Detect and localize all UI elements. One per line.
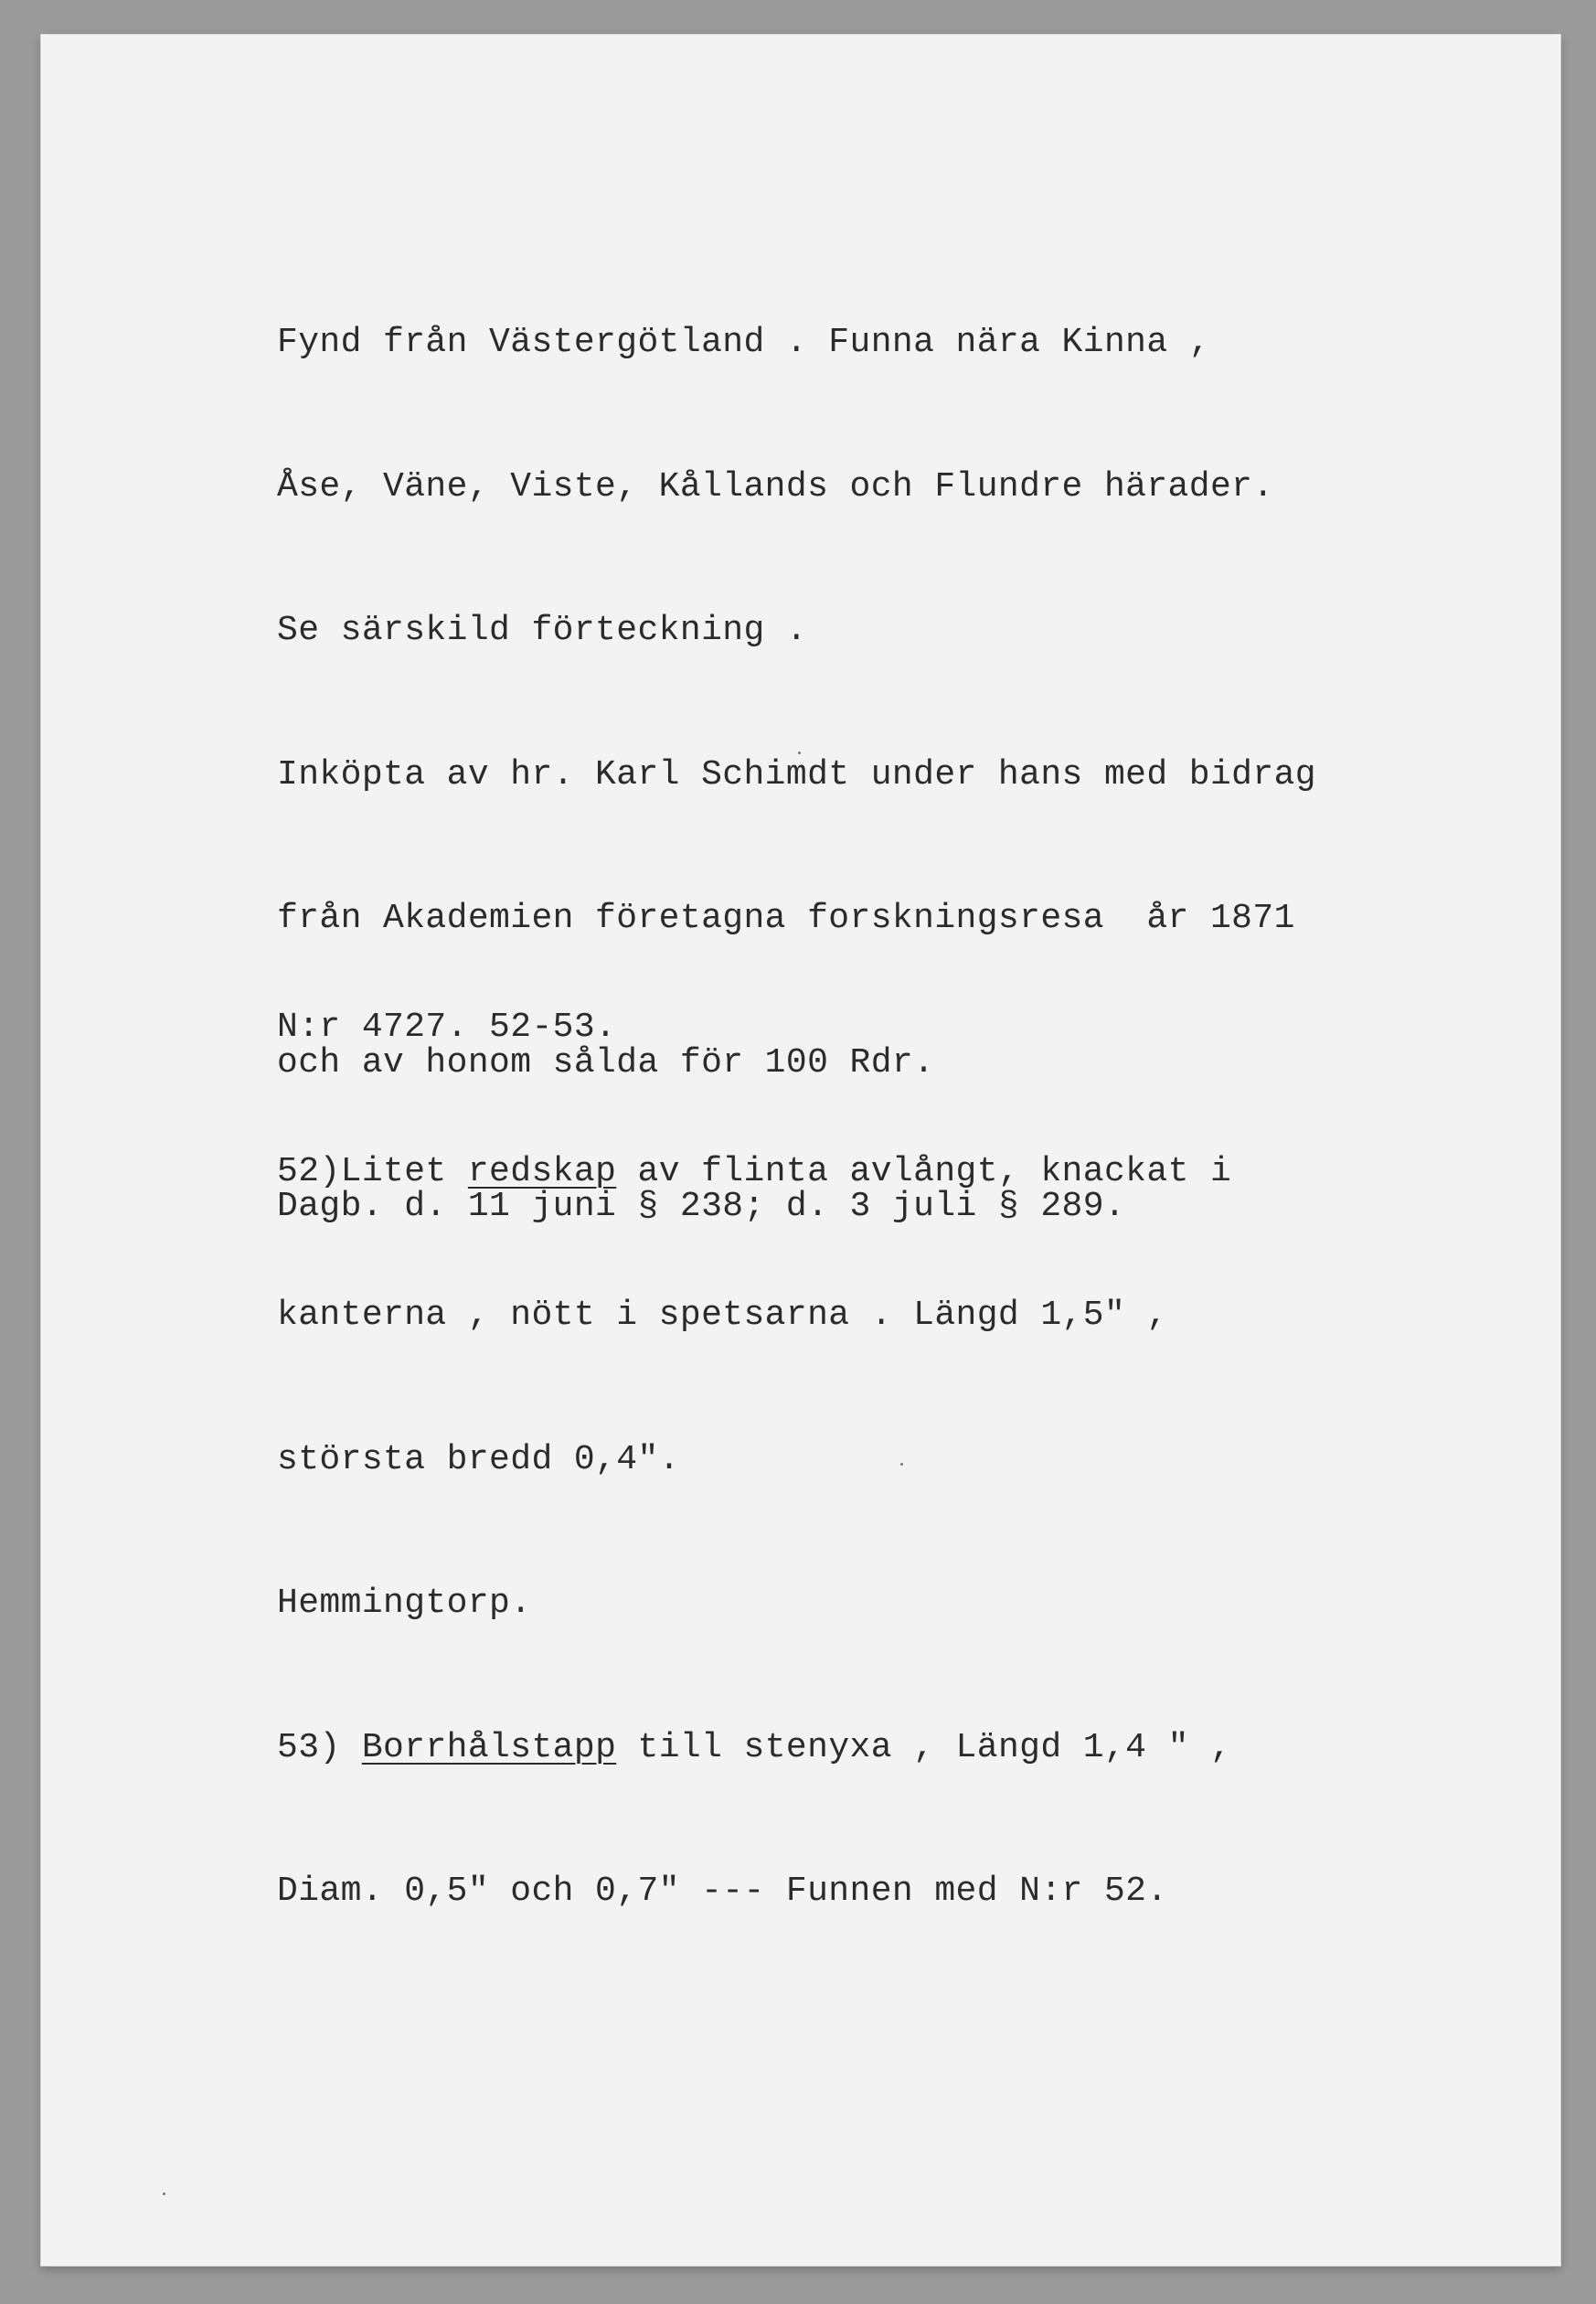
header-line: och av honom sålda för 100 Rdr. [277,1042,935,1083]
header-line: Fynd från Västergötland . Funna nära Kinna , [277,323,1210,362]
item-53-desc: till stenyxa , Längd 1,4 " , [616,1727,1232,1767]
item-52-line2: kanterna , nött i spetsarna . Längd 1,5" , [277,1296,1168,1335]
header-line: Åse, Väne, Viste, Kållands och Flundre härader. [277,466,1274,507]
header-line: Se särskild förteckning . [277,611,808,650]
paper-speck [163,2192,165,2195]
header-line: Inköpta av hr. Karl Schimdt under hans med bidrag [277,754,1316,795]
item-53-object: Borrhålstapp [361,1727,617,1767]
item-53-line2: Diam. 0,5" och 0,7" --- Funnen med N:r 52. [277,1872,1168,1911]
item-52-object: redskap [467,1151,617,1191]
item-53-line1 [277,1724,1231,1773]
item-53-prefix: 53) [277,1727,362,1767]
header-line: Dagb. d. 11 juni § 238; d. 3 juli § 289. [277,1187,1126,1226]
catalog-number: N:r 4727. 52-53. [277,1008,617,1047]
entry-text-block [277,908,1231,1964]
item-52-line3: största bredd 0,4". [277,1439,680,1479]
item-52-place: Hemmingtorp. [277,1584,532,1623]
item-52-prefix: 52)Litet [277,1151,468,1191]
item-52-line1 [277,1148,1231,1197]
item-52-desc: av flinta avlångt, knackat i [616,1151,1232,1191]
header-line: från Akademien företagna forskningsresa år 1871 [277,899,1295,938]
